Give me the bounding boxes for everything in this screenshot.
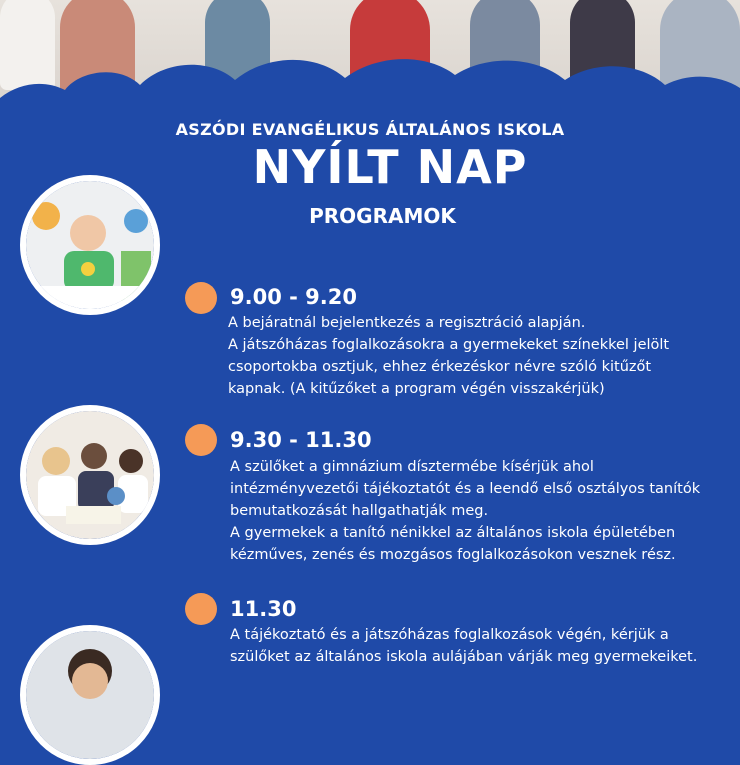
description-line: kapnak. (A kitűzőket a program végén visszakérjük) [228,381,605,397]
bullet-dot [185,593,217,625]
child-with-toys-image [26,181,154,309]
schedule-description [230,456,710,566]
description-line: A gyermekek a tanító nénikkel az általános iskola épületében [230,525,676,541]
schedule-description [228,312,708,400]
description-line: csoportokba osztjuk, ehhez érkezéskor névre szóló kitűzőt [228,359,652,375]
child-photo-circle-bottom [20,625,160,765]
schedule-time: 11.30 [230,597,297,621]
description-line: intézményvezetői tájékoztatót és a leendő első osztályos tanítók [230,481,701,497]
school-name: ASZÓDI EVANGÉLIKUS ÁLTALÁNOS ISKOLA [175,120,565,139]
page-title: NYÍLT NAP [252,140,528,194]
cloud-border [0,40,740,130]
description-line: kézműves, zenés és mozgásos foglalkozásokon vesznek rész. [230,547,676,563]
bullet-dot [185,282,217,314]
child-portrait-image [26,631,154,759]
schedule-time: 9.00 - 9.20 [230,285,357,309]
description-line: A bejáratnál bejelentkezés a regisztráció alapján. [228,315,586,331]
description-line: bemutatkozását hallgathatják meg. [230,503,489,519]
classroom-photo-circle [20,405,160,545]
children-reading-image [26,411,154,539]
description-line: A játszóházas foglalkozásokra a gyermekeket színekkel jelölt [228,337,670,353]
description-line: A szülőket a gimnázium dísztermébe kísérjük ahol [230,459,594,475]
page-subtitle: PROGRAMOK [309,204,456,228]
schedule-description [230,624,710,668]
child-photo-circle [20,175,160,315]
description-line: szülőket az általános iskola aulájában várják meg gyermekeiket. [230,649,698,665]
schedule-time: 9.30 - 11.30 [230,428,372,452]
description-line: A tájékoztató és a játszóházas foglalkozások végén, kérjük a [230,627,669,643]
bullet-dot [185,424,217,456]
